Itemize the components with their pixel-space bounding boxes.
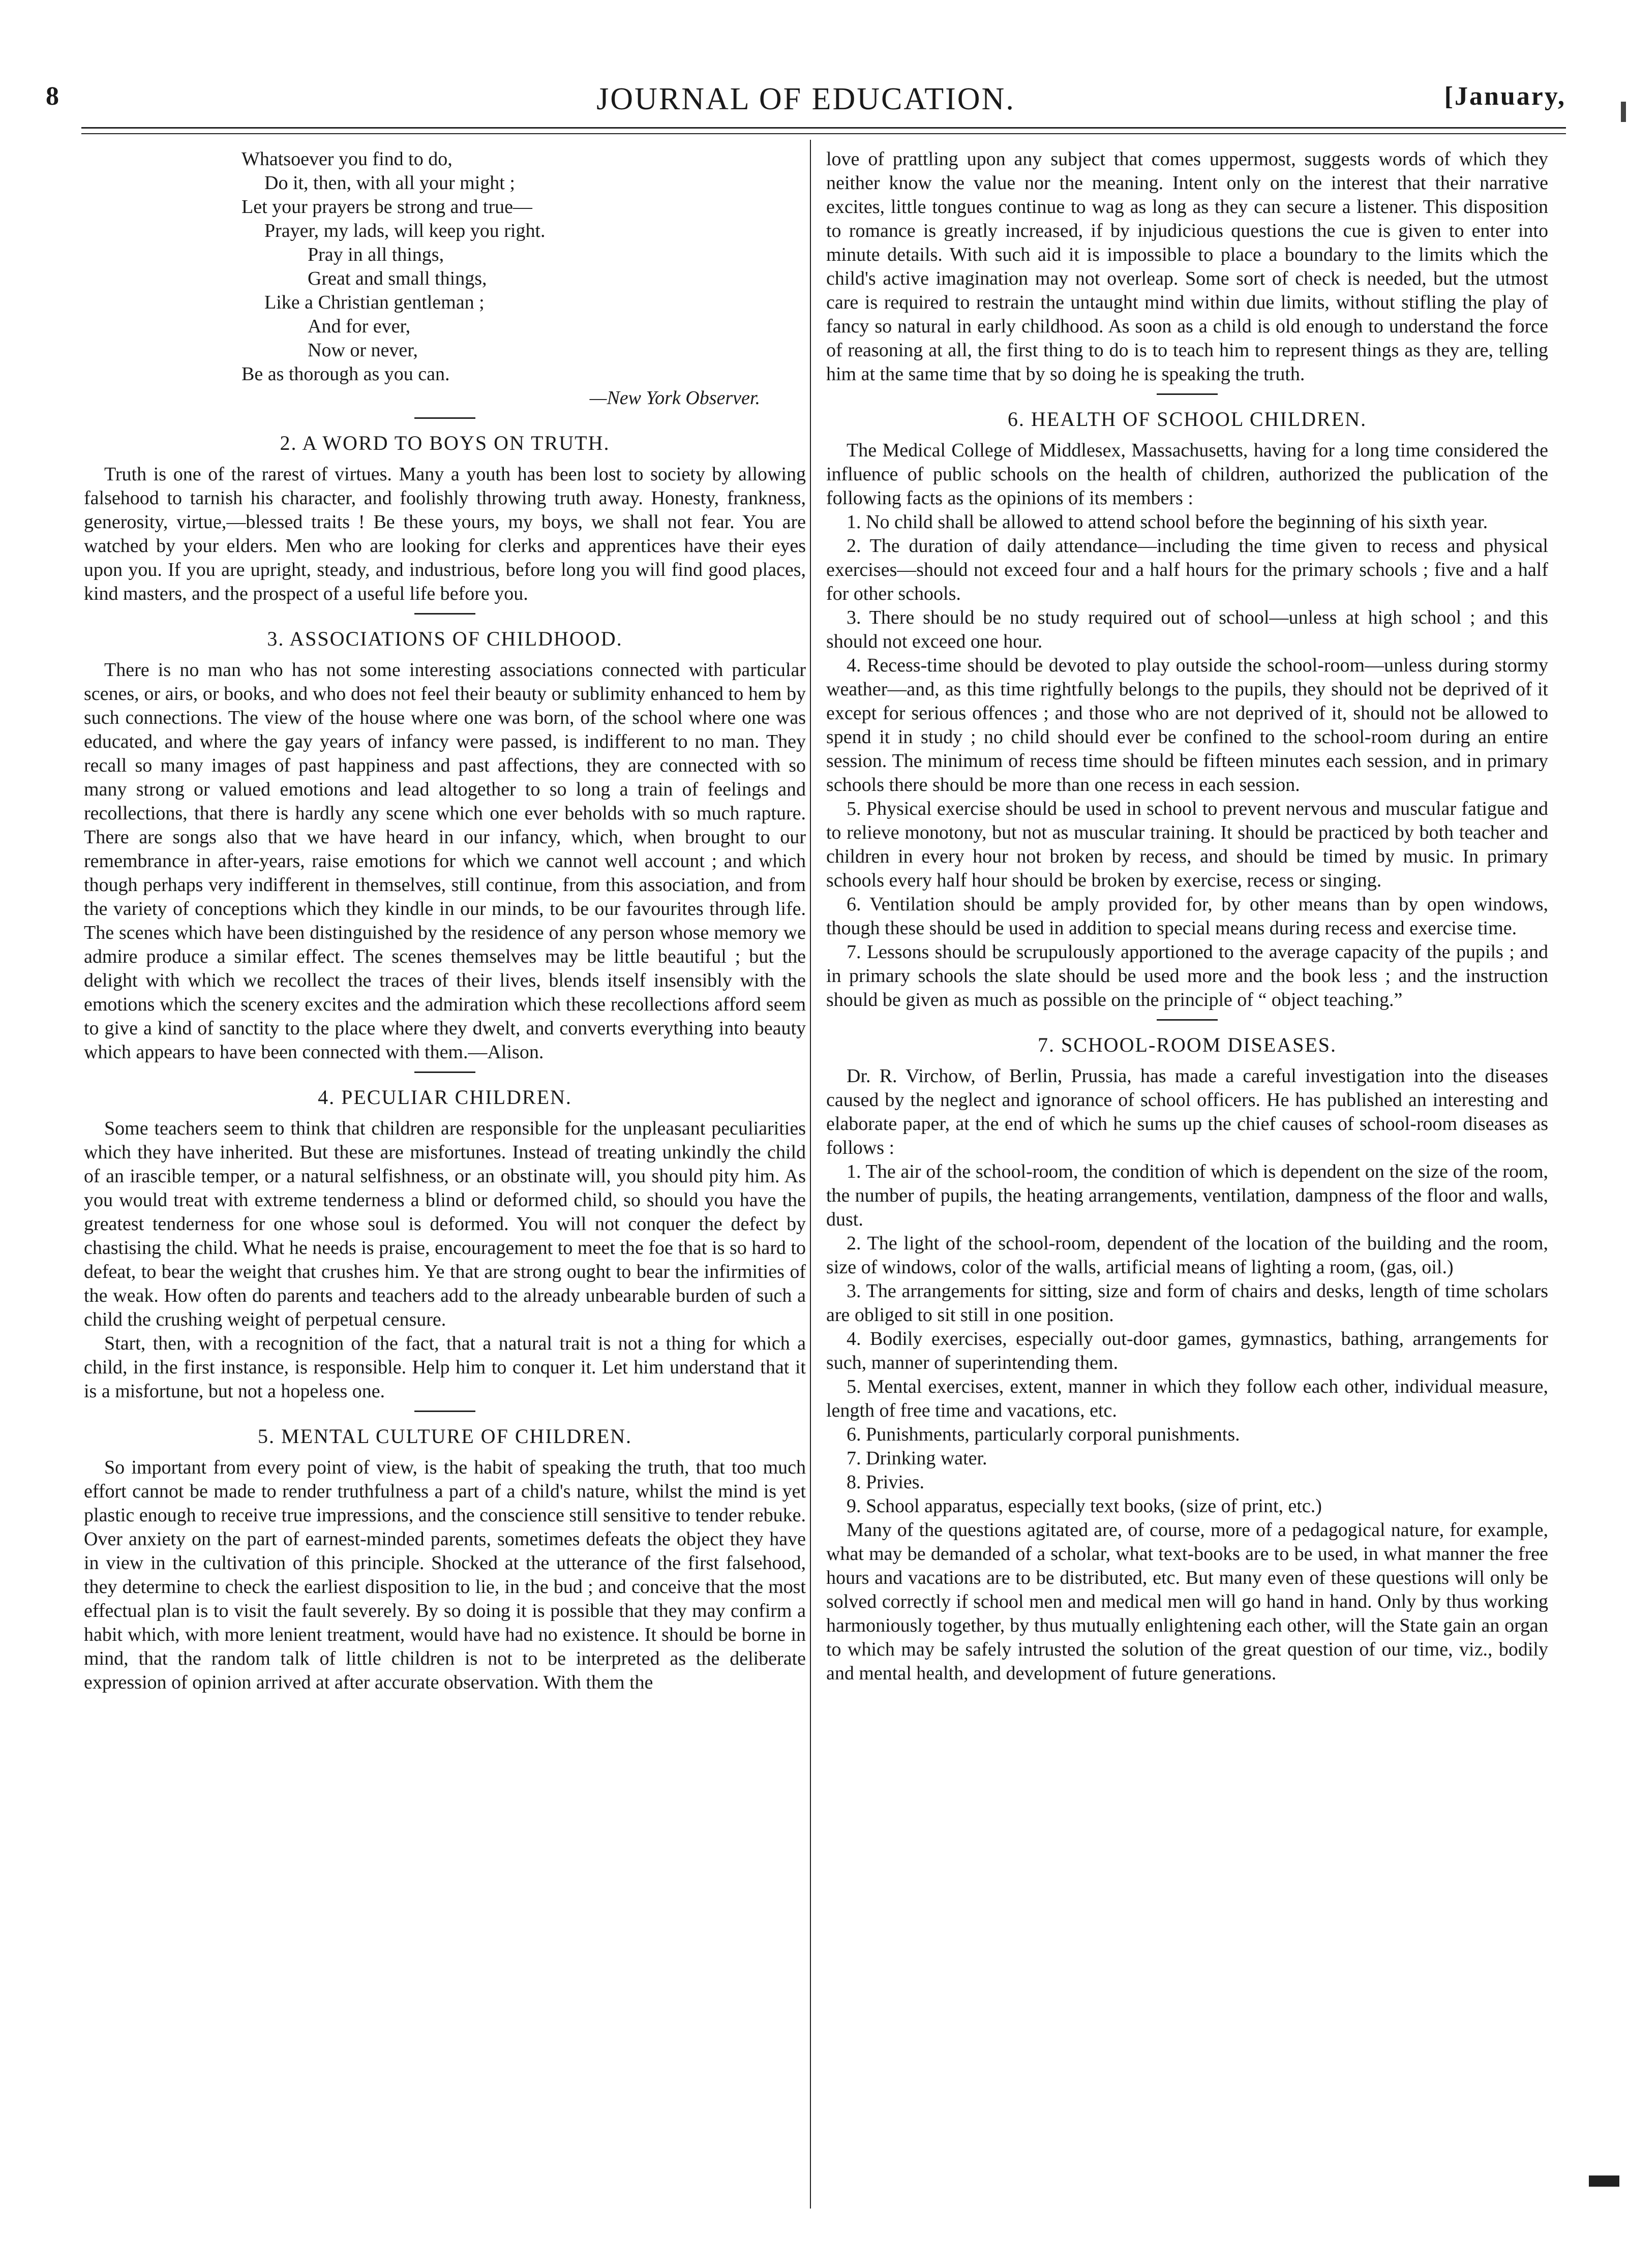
paragraph: Truth is one of the rarest of virtues. Many a youth has been lost to society by allowing falsehood to tarnish his character, and foolishly throwing truth away. Honesty, frankness, generosity, virtue,—blessed traits ! Be these yours, my boys, we shall not fear. You are watched by your elders. Men who are looking for clerks and apprentices have their eyes upon you. If you are upright, steady, and industrious, before long you will find good places, kind masters, and the prospect of a useful life before you. — [84, 464, 806, 604]
section-separator — [414, 417, 475, 419]
edge-mark — [1621, 102, 1626, 122]
list-item: 1. The air of the school-room, the condition of which is dependent on the size of the room, the number of pupils, the heating arrangements, ventilation, dampness of the floor and walls, dust. — [826, 1161, 1548, 1230]
page-header — [46, 76, 1566, 127]
list-item: 6. Punishments, particularly corporal punishments. — [847, 1424, 1240, 1445]
poem-line: Do it, then, with all your might ; — [264, 172, 515, 194]
section-peculiar-children — [84, 1084, 806, 1403]
section-heading: 5. MENTAL CULTURE OF CHILDREN. — [257, 1425, 632, 1448]
paragraph: Dr. R. Virchow, of Berlin, Prussia, has made a careful investigation into the diseases caused by the neglect and ignorance of school officers. He has published an interesting and elaborate paper, at the end of which he sums up the chief causes of school-room diseases as follows : — [826, 1065, 1548, 1158]
paragraph: love of prattling upon any subject that comes uppermost, suggests words of which they neither know the value nor the meaning. Intent only on the interest that their narrative excites, little tongues continue to wag as long as they can secure a listener. This disposition to romance is greatly increased, if by injudicious questions the cue is given to enter into minute details. With such aid it is impossible to place a boundary to the limits which the child's active imagination may not overleap. Some sort of check is needed, but the utmost care is required to restrain the untaught mind within due limits, without stifling the play of fancy so natural in early childhood. As soon as a child is old enough to understand the force of reasoning at all, the first thing to do is to teach him to represent things as they are, telling him at the same time that by so doing he is speaking the truth. — [826, 148, 1548, 385]
list-item: 2. The light of the school-room, dependent of the location of the building and the room, size of windows, color of the walls, artificial means of lighting a room, (gas, oil.) — [826, 1233, 1548, 1278]
column-divider — [810, 140, 811, 2209]
section-separator — [414, 613, 475, 615]
poem-line: Pray in all things, — [308, 244, 444, 265]
section-school-room-diseases — [826, 1032, 1548, 1685]
section-heading: 2. A WORD TO BOYS ON TRUTH. — [280, 432, 610, 454]
list-item: 5. Physical exercise should be used in school to prevent nervous and muscular fatigue and to relieve monotony, but not as muscular training. It should be practiced by both teacher and children in every hour not broken by recess, and should be timed by music. In primary schools every half hour should be broken by exercise, recess or singing. — [826, 798, 1548, 891]
list-item: 3. The arrangements for sitting, size and form of chairs and desks, length of time scholars are obliged to sit still in one position. — [826, 1280, 1548, 1326]
header-rule-bottom — [81, 133, 1566, 134]
list-item: 5. Mental exercises, extent, manner in which they follow each other, individual measure, length of free time and vacations, etc. — [826, 1376, 1548, 1421]
journal-title: JOURNAL OF EDUCATION. — [596, 82, 1015, 116]
poem-line: Prayer, my lads, will keep you right. — [264, 220, 546, 241]
paragraph: There is no man who has not some interesting associations connected with particular scenes, or airs, or books, and who does not feel their beauty or sublimity enhanced to hem by such connections. The view of the house where one was born, of the school where one was educated, and where the gay years of infancy were passed, is indifferent to no man. They recall so many images of past happiness and past affections, they are connected with so many strong or valued emotions and lead altogether to so long a train of feelings and recollections, that there is hardly any scene which one ever beholds with so much rapture. There are songs also that we have heard in our infancy, which, when brought to our remembrance in after-years, raise emotions for which we cannot well account ; and which though perhaps very indifferent in themselves, still continue, from this association, and from the variety of conceptions which they kindle in our minds, to be our favourites through life. The scenes which have been distinguished by the residence of any person whose memory we admire produce a similar effect. The scenes themselves may be little beautiful ; but the delight with which we recollect the traces of their lives, blends itself insensibly with the emotions which the scenery excites and the admiration which these recollections afford seem to give a kind of sanctity to the place where they dwelt, and converts everything into beauty which appears to have been connected with them.—Alison. — [84, 659, 806, 1063]
page-number: 8 — [46, 82, 59, 111]
poem — [84, 147, 806, 410]
paragraph: So important from every point of view, is the habit of speaking the truth, that too much effort cannot be made to render truthfulness a part of a child's nature, whilst the mind is yet plastic enough to receive true impressions, and the conscience still sensitive to tender rebuke. Over anxiety on the part of earnest-minded parents, sometimes defeats the object they have in view in the cultivation of this principle. Shocked at the utterance of the first falsehood, they determine to check the earliest disposition to lie, in the bud ; and conceive that the most effectual plan is to visit the fault severely. By so doing it is possible that they may confirm a habit which, with more lenient treatment, would have had no existence. It should be borne in mind, that the random talk of little children is not to be interpreted as the deliberate expression of opinion arrived at after accurate observation. With them the — [84, 1457, 806, 1693]
section-separator — [414, 1071, 475, 1073]
section-separator — [1157, 393, 1218, 395]
right-column — [826, 147, 1548, 2201]
list-item: 1. No child shall be allowed to attend school before the beginning of his sixth year. — [847, 511, 1488, 533]
poem-line: Let your prayers be strong and true— — [242, 196, 532, 218]
paragraph: The Medical College of Middlesex, Massachusetts, having for a long time considered the influence of public schools on the health of children, authorized the publication of the following facts as the opinions of its members : — [826, 440, 1548, 509]
section-truth — [84, 430, 806, 606]
section-mental-culture — [84, 1423, 806, 1695]
poem-line: Like a Christian gentleman ; — [264, 292, 485, 313]
list-item: 2. The duration of daily attendance—including the time given to recess and physical exercises—should not exceed four and a half hours for the primary schools ; five and a half for other schools. — [826, 535, 1548, 604]
header-rule-top — [81, 127, 1566, 129]
list-item: 3. There should be no study required out of school—unless at high school ; and this should not exceed one hour. — [826, 607, 1548, 652]
corner-mark — [1589, 2175, 1619, 2187]
poem-line: And for ever, — [308, 316, 411, 337]
list-item: 4. Recess-time should be devoted to play outside the school-room—unless during stormy weather—and, as this time rightfully belongs to the pupils, they should not be deprived of it except for serious offences ; and those who are not deprived of it, should not be allowed to spend it in study ; no child should ever be confined to the school-room during an entire session. The minimum of recess time should be fifteen minutes each session, and in primary schools there should be more than one recess in each session. — [826, 655, 1548, 795]
list-item: 9. School apparatus, especially text books, (size of print, etc.) — [847, 1495, 1322, 1517]
poem-line: Now or never, — [308, 340, 418, 361]
paragraph: Some teachers seem to think that children are responsible for the unpleasant peculiarities which they have inherited. But these are misfortunes. Instead of treating unkindly the child of an irascible temper, or a natural selfishness, or an obstinate will, you should pity him. As you would treat with extreme tenderness a blind or deformed child, so should you have the greatest tenderness for one whose soul is deformed. You will not conquer the defect by chastising the child. What he needs is praise, encouragement to meet the foe that is so hard to defeat, to bear the weight that crushes him. Ye that are strong ought to bear the infirmities of the weak. How often do parents and teachers add to the already unbearable burden of such a child the crushing weight of perpetual censure. — [84, 1118, 806, 1330]
list-item: 7. Lessons should be scrupulously apportioned to the average capacity of the pupils ; and in primary schools the slate should be used more and the book less ; and the instruction should be given as much as possible on the principle of “ object teaching.” — [826, 941, 1548, 1010]
paragraph: Many of the questions agitated are, of course, more of a pedagogical nature, for example, what may be demanded of a scholar, what text-books are to be used, in what manner the free hours and vacations are to be distributed, etc. But many even of these questions will only be solved correctly if school men and medical men will go hand in hand. Only by thus working harmoniously together, by thus mutually enlightening each other, will the State gain an organ to which may be safely intrusted the solution of the great question of our time, viz., bodily and mental health, and development of future generations. — [826, 1519, 1548, 1684]
section-heading: 4. PECULIAR CHILDREN. — [318, 1086, 572, 1109]
section-associations — [84, 626, 806, 1064]
section-heading: 6. HEALTH OF SCHOOL CHILDREN. — [1007, 408, 1367, 431]
left-column — [84, 147, 806, 2201]
section-separator — [1157, 1019, 1218, 1021]
section-heading: 7. SCHOOL-ROOM DISEASES. — [1037, 1033, 1337, 1056]
poem-line: Great and small things, — [308, 268, 487, 289]
list-item: 4. Bodily exercises, especially out-door games, gymnastics, bathing, arrangements for such, manner of superintending them. — [826, 1328, 1548, 1373]
poem-line: Be as thorough as you can. — [242, 363, 450, 385]
list-item: 7. Drinking water. — [847, 1448, 987, 1469]
list-item: 6. Ventilation should be amply provided for, by other means than by open windows, though these should be used in addition to special means during recess and exercise time. — [826, 894, 1548, 939]
poem-line: Whatsoever you find to do, — [242, 148, 453, 170]
section-heading: 3. ASSOCIATIONS OF CHILDHOOD. — [267, 627, 623, 650]
list-item: 8. Privies. — [847, 1472, 925, 1493]
section-health — [826, 406, 1548, 1012]
paragraph: Start, then, with a recognition of the fact, that a natural trait is not a thing for which a child, in the first instance, is responsible. Help him to conquer it. Let him understand that it is a misfortune, but not a hopeless one. — [84, 1333, 806, 1402]
section-mental-culture-continued — [826, 147, 1548, 386]
poem-attribution: —New York Observer. — [589, 387, 760, 409]
section-separator — [414, 1411, 475, 1412]
issue-month: [January, — [1444, 82, 1566, 111]
